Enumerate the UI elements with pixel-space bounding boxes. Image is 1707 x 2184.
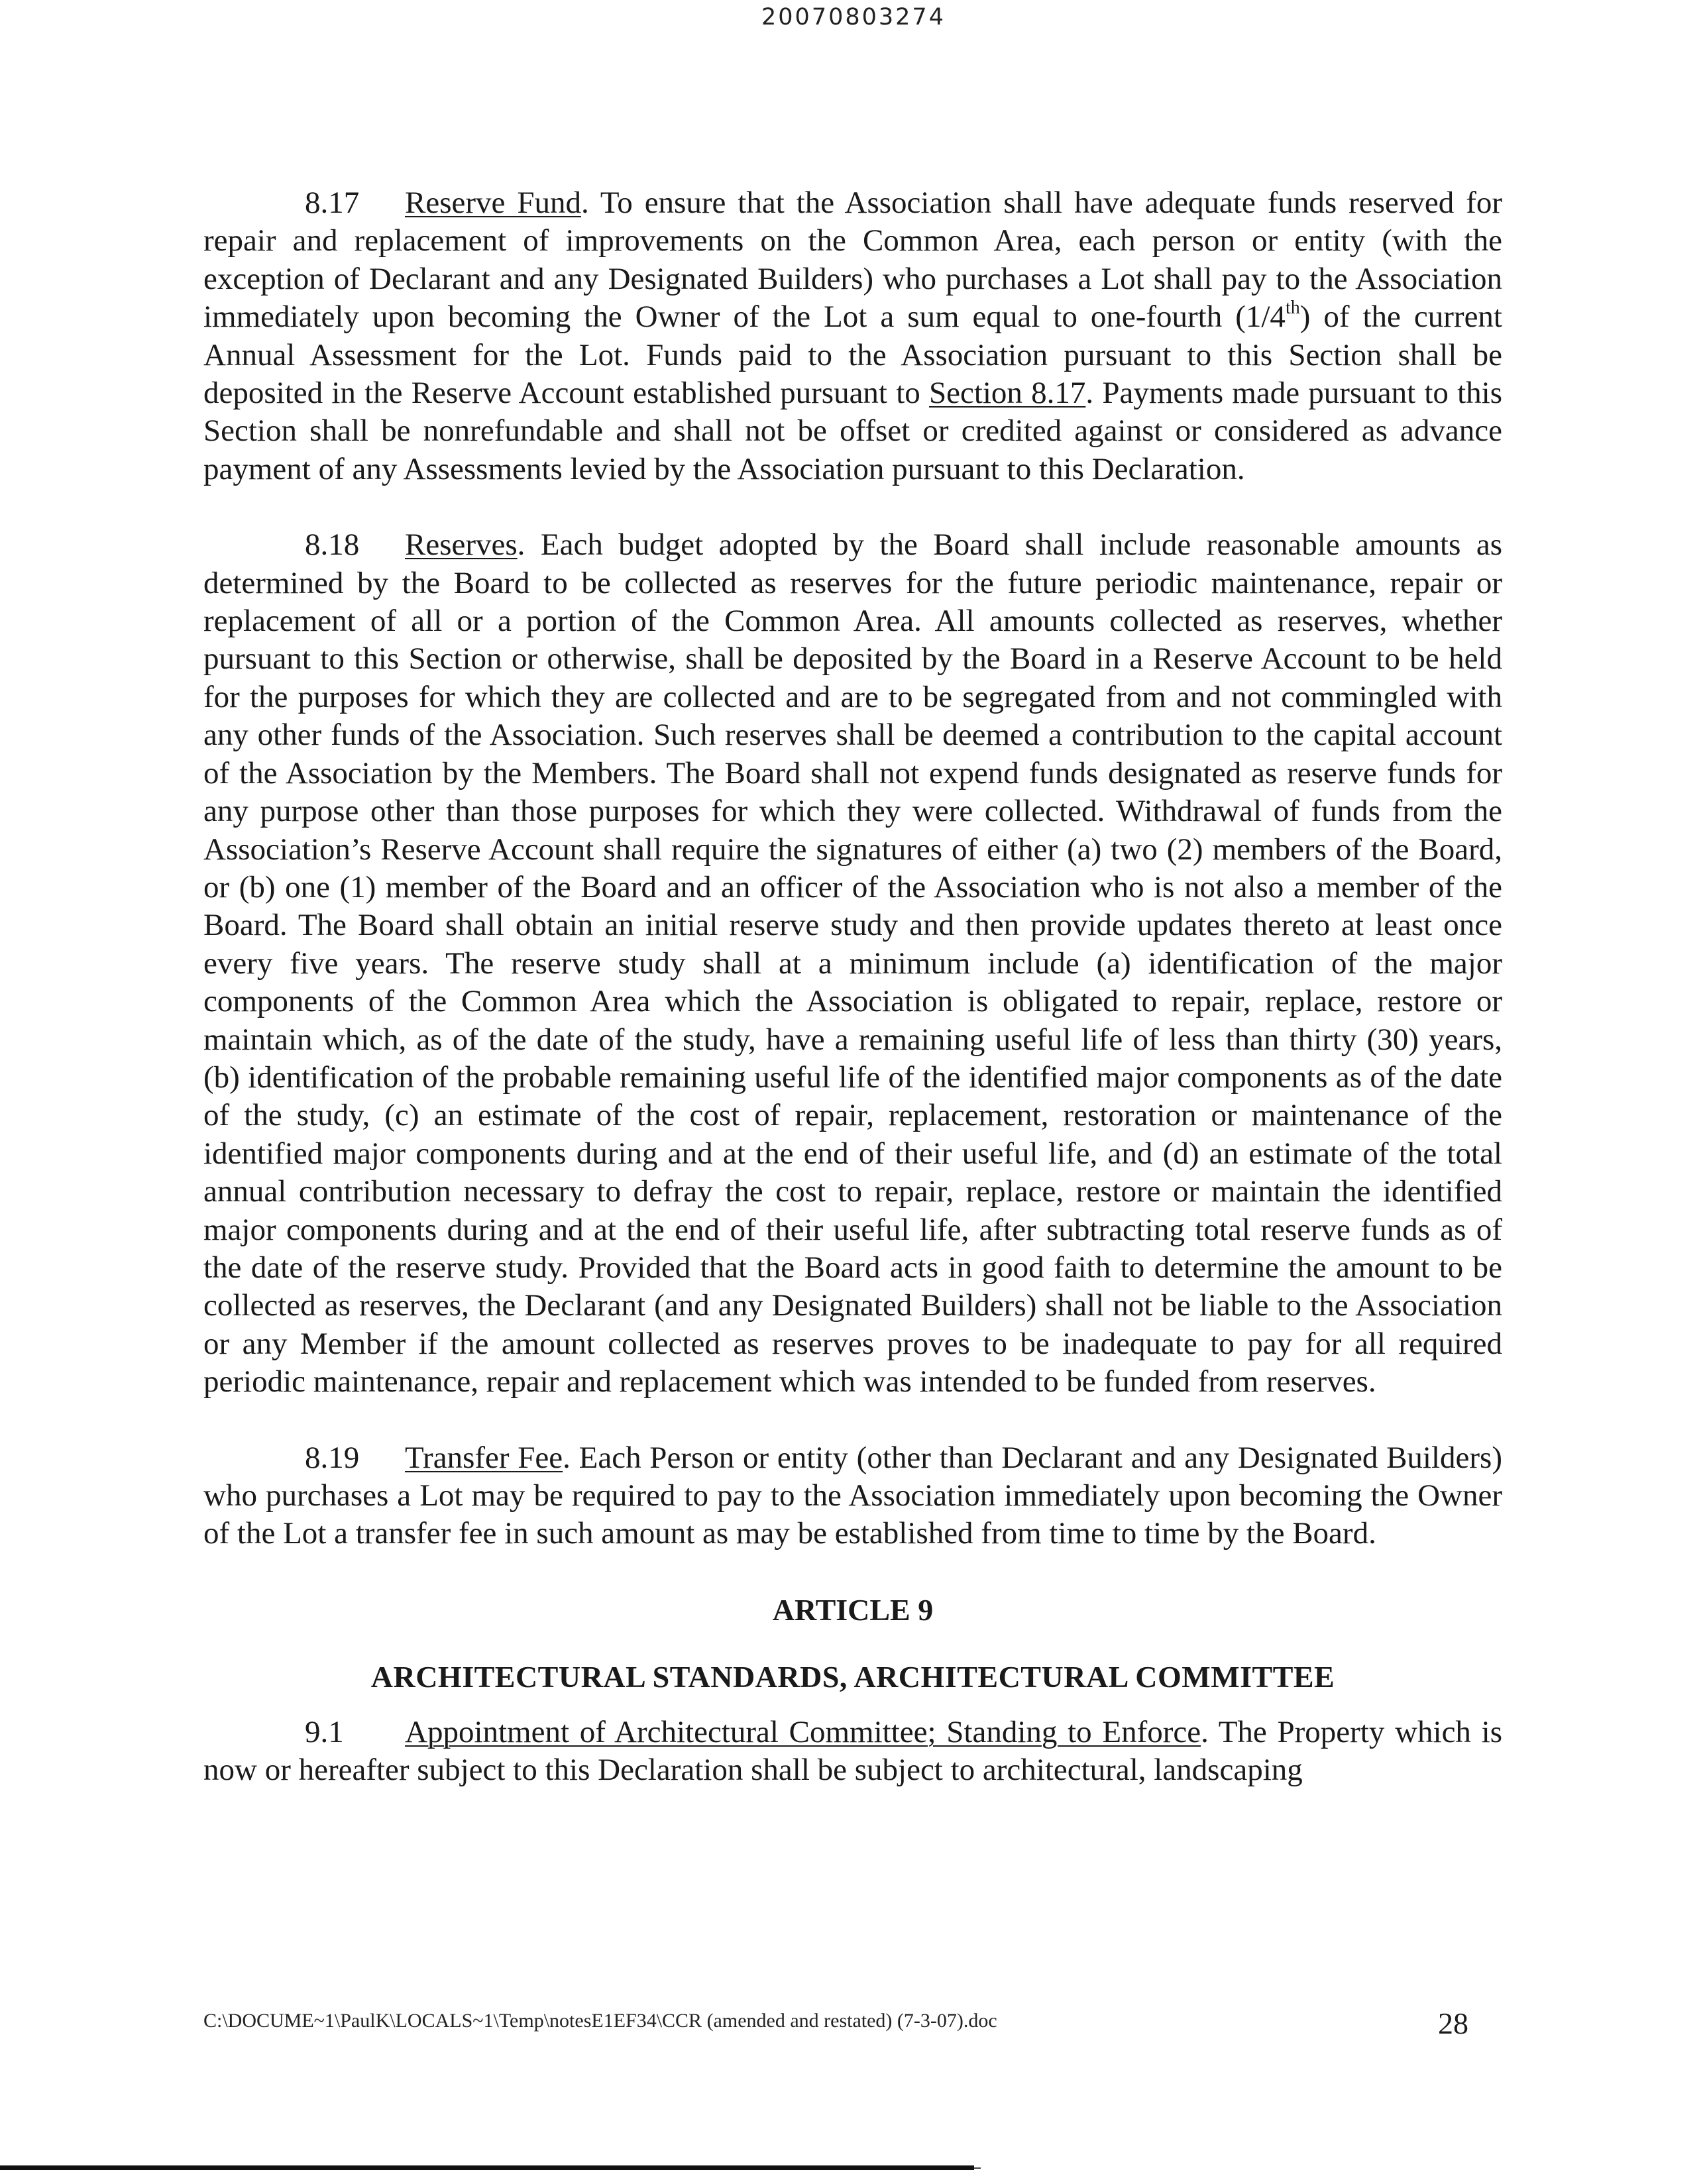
section-reference: Section 8.17 bbox=[928, 376, 1086, 411]
section-text: . Each budget adopted by the Board shall include reasonable amounts as determined by the Board to be collected as reserves for the future periodic maintenance, repair or replacement of all or a portion of the Common Area. All amounts collected as reserves, whether pursuant to this Section or otherwise, shall be deposited by the Board in a Reserve Account to be held for the purposes for which they are collected and are to be segregated from and not commingled with any other funds of the Association. Such reserves shall be deemed a contribution to the capital account of the Association by the Members. The Board shall not expend funds designated as reserve funds for any purpose other than those purposes for which they were collected. Withdrawal of funds from the Association’s Reserve Account shall require the signatures of either (a) two (2) members of the Board, or (b) one (1) member of the Board and an officer of the Association who is not also a member of the Board. The Board shall obtain an initial reserve study and then provide updates thereto at least once every five years. The reserve study shall at a minimum include (a) identification of the major components of the Common Area which the Association is obligated to repair, replace, restore or maintain which, as of the date of the study, have a remaining useful life of less than thirty (30) years, (b) identification of the probable remaining useful life of the identified major components as of the date of the study, (c) an estimate of the cost of repair, replacement, restoration or maintenance of the identified major components during and at the end of their useful life, and (d) an estimate of the total annual contribution necessary to defray the cost to repair, replace, restore or maintain the identified major components during and at the end of their useful life, after subtracting total reserve funds as of the date of the reserve study. Provided that the Board acts in good faith to determine the amount to be collected as reserves, the Declarant (and any Designated Builders) shall not be liable to the Association or any Member if the amount collected as reserves proves to be inadequate to pay for all required periodic maintenance, repair and replacement which was intended to be funded from reserves. bbox=[203, 527, 1502, 1399]
section-title: Appointment of Architectural Committee; Standing to Enforce bbox=[405, 1714, 1201, 1749]
document-body bbox=[203, 184, 1502, 1827]
superscript: th bbox=[1285, 297, 1300, 318]
section-number: 8.19 bbox=[305, 1440, 360, 1475]
section-text: . To ensure that the Association shall have adequate funds reserved for repair and replacement of improvements on the Common Area, each person or entity (with the exception of Declarant and any Designated Builders) who purchases a Lot shall pay to the Association immediately upon becoming the Owner of the Lot a sum equal to one-fourth (1/4 bbox=[203, 186, 1503, 335]
section-text: . The Property which is now or hereafter subject to this Declaration shall be subject to architectural, landscaping bbox=[203, 1714, 1502, 1788]
section-text: . Each Person or entity (other than Declarant and any Designated Builders) who purchases a Lot may be required to pay to the Association immediately upon becoming the Owner of the Lot a transfer fee in such amount as may be established from time to time by the Board. bbox=[203, 1440, 1502, 1551]
section-text: ) of the current Annual Assessment for the Lot. Funds paid to the Association pursuant to this Section shall be deposited in the Reserve Account established pursuant to bbox=[203, 300, 1502, 411]
section-title: Transfer Fee bbox=[405, 1440, 563, 1475]
bottom-scan-rule bbox=[0, 2165, 974, 2170]
recording-number: 20070803274 bbox=[761, 4, 946, 30]
section-8-17 bbox=[203, 184, 1502, 488]
section-title: Reserves bbox=[405, 527, 518, 563]
article-heading: ARTICLE 9 bbox=[772, 1592, 934, 1627]
page-number: 28 bbox=[1438, 2006, 1468, 2040]
section-number: 8.17 bbox=[305, 186, 360, 220]
bottom-scan-rule-tail bbox=[974, 2167, 981, 2169]
section-number: 9.1 bbox=[305, 1714, 344, 1749]
article-title: ARCHITECTURAL STANDARDS, ARCHITECTURAL COMMITTEE bbox=[370, 1660, 1335, 1694]
footer-file-path: C:\DOCUME~1\PaulK\LOCALS~1\Temp\notesE1EF34\CCR (amended and restated) (7-3-07).doc bbox=[203, 2010, 997, 2032]
section-9-1 bbox=[203, 1714, 1502, 1790]
section-8-19 bbox=[203, 1439, 1502, 1553]
section-text: . Payments made pursuant to this Section shall be nonrefundable and shall not be offset or credited against or considered as advance payment of any Assessments levied by the Association pursuant to this Declaration. bbox=[203, 376, 1503, 486]
section-title: Reserve Fund bbox=[405, 186, 581, 220]
section-8-18 bbox=[203, 526, 1502, 1401]
section-number: 8.18 bbox=[305, 527, 360, 563]
